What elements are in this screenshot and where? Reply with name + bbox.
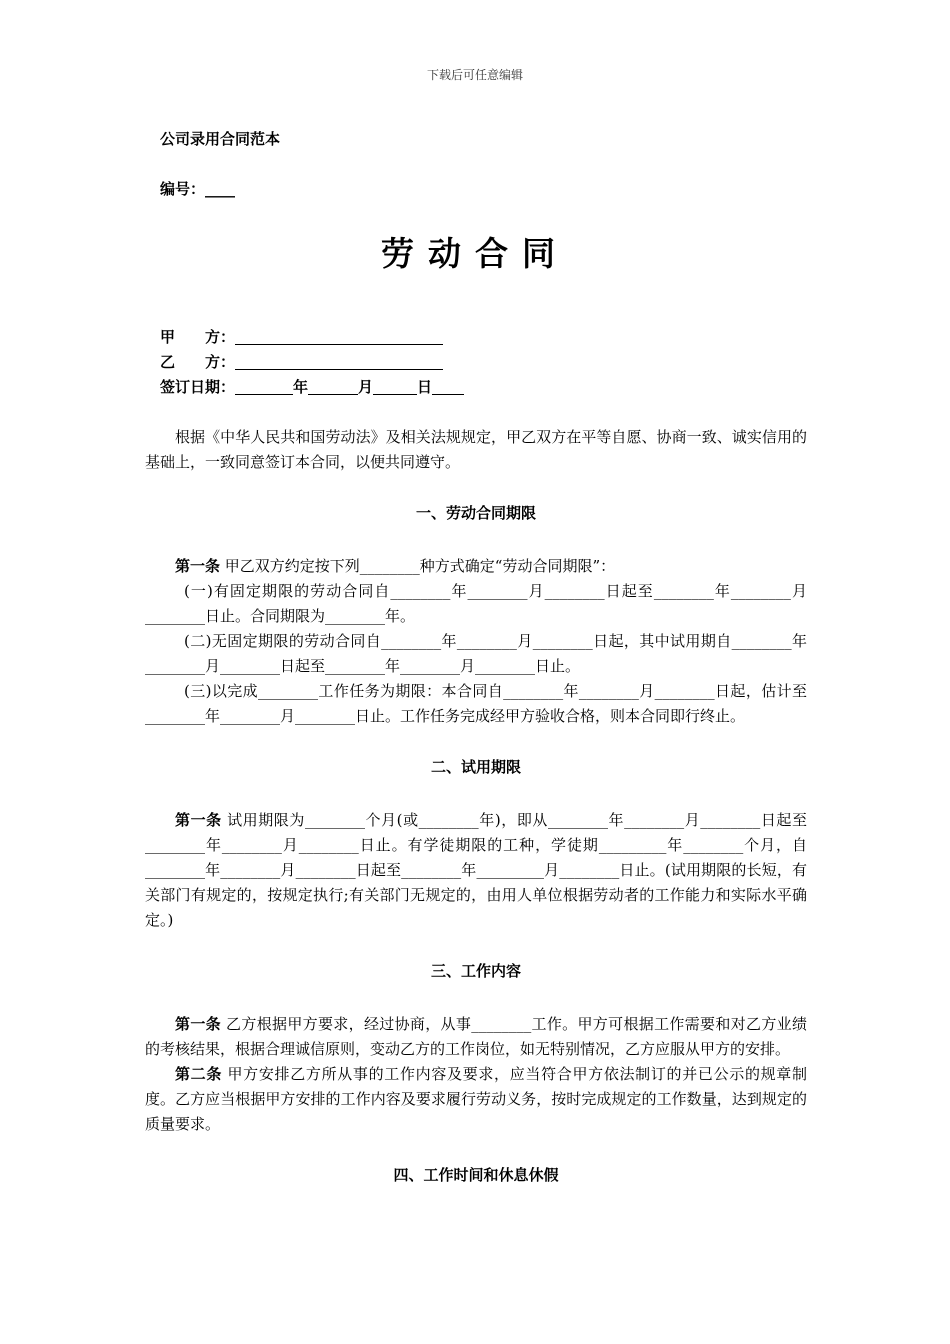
article-text: 试用期限为________个月(或________年)，即从________年________月________日起至________年________月________日止。有学徒期限的工种，学徒期_________年________个月，自________年________月________日起至________年_________月________日止。(试用期限的长短，有关部门有规定的，按规定执行;有关部门无规定的，由用人单位根据劳动者的工作能力和实际水平确定。) [145, 811, 807, 929]
clause-task-term: (三)以完成________工作任务为期限：本合同自________年________月________日起，估计至________年________月________日止。工作任务完成经甲方验收合格，则本合同即行终止。 [145, 682, 807, 725]
contract-body [145, 425, 807, 1216]
clause-open-term: (二)无固定期限的劳动合同自________年________月________日起，其中试用期自________年________月________日起至________年________月________日止。 [145, 632, 807, 675]
article-label: 第一条 [175, 811, 222, 829]
section-title-probation: 二、试用期限 [430, 758, 521, 776]
article-label: 第一条 [175, 557, 221, 575]
sign-date-label: 签订日期： [160, 378, 236, 396]
party-a-label: 甲 方： [160, 328, 236, 346]
document-subtitle: 公司录用合同范本 [160, 130, 281, 148]
clause-fixed-term: (一)有固定期限的劳动合同自________年________月________日起至________年________月________日止。合同期限为________年。 [145, 582, 807, 625]
article-label: 第二条 [175, 1065, 223, 1083]
document-number: 编号：____ [160, 180, 236, 198]
party-b-label: 乙 方： [160, 353, 236, 371]
parties-block [160, 325, 464, 400]
article-paragraph [145, 1012, 807, 1062]
sign-date-line [160, 375, 464, 400]
sign-day-field[interactable] [373, 377, 417, 395]
article-label: 第一条 [175, 1015, 221, 1033]
day-label: 日 [417, 378, 433, 396]
article-text: 甲乙双方约定按下列________种方式确定“劳动合同期限”： [220, 557, 616, 575]
page-title: 劳动合同 [381, 234, 569, 273]
sign-year-field[interactable] [235, 377, 293, 395]
party-a-field[interactable] [235, 327, 443, 345]
sign-month-field[interactable] [308, 377, 358, 395]
article-paragraph [145, 554, 807, 579]
page-header: 下载后可任意编辑 [426, 68, 523, 82]
intro-paragraph: 根据《中华人民共和国劳动法》及相关法规规定，甲乙双方在平等自愿、协商一致、诚实信用的基础上，一致同意签订本合同，以便共同遵守。 [145, 428, 807, 471]
section-title-work-content: 三、工作内容 [430, 962, 521, 980]
article-paragraph [145, 1062, 807, 1137]
party-a-line [160, 325, 464, 350]
article-text: 甲方安排乙方所从事的工作内容及要求，应当符合甲方依法制订的并已公示的规章制度。乙方应当根据甲方安排的工作内容及要求履行劳动义务，按时完成规定的工作数量，达到规定的质量要求。 [145, 1065, 807, 1133]
month-label: 月 [358, 378, 374, 396]
sign-trailing-field[interactable] [432, 377, 464, 395]
article-paragraph [145, 808, 807, 933]
section-title-hours: 四、工作时间和休息休假 [393, 1166, 559, 1184]
party-b-field[interactable] [235, 352, 443, 370]
article-text: 乙方根据甲方要求，经过协商，从事________工作。甲方可根据工作需要和对乙方业绩的考核结果，根据合理诚信原则，变动乙方的工作岗位，如无特别情况，乙方应服从甲方的安排。 [145, 1015, 807, 1058]
party-b-line [160, 350, 464, 375]
year-label: 年 [293, 378, 309, 396]
section-title-term: 一、劳动合同期限 [415, 504, 536, 522]
